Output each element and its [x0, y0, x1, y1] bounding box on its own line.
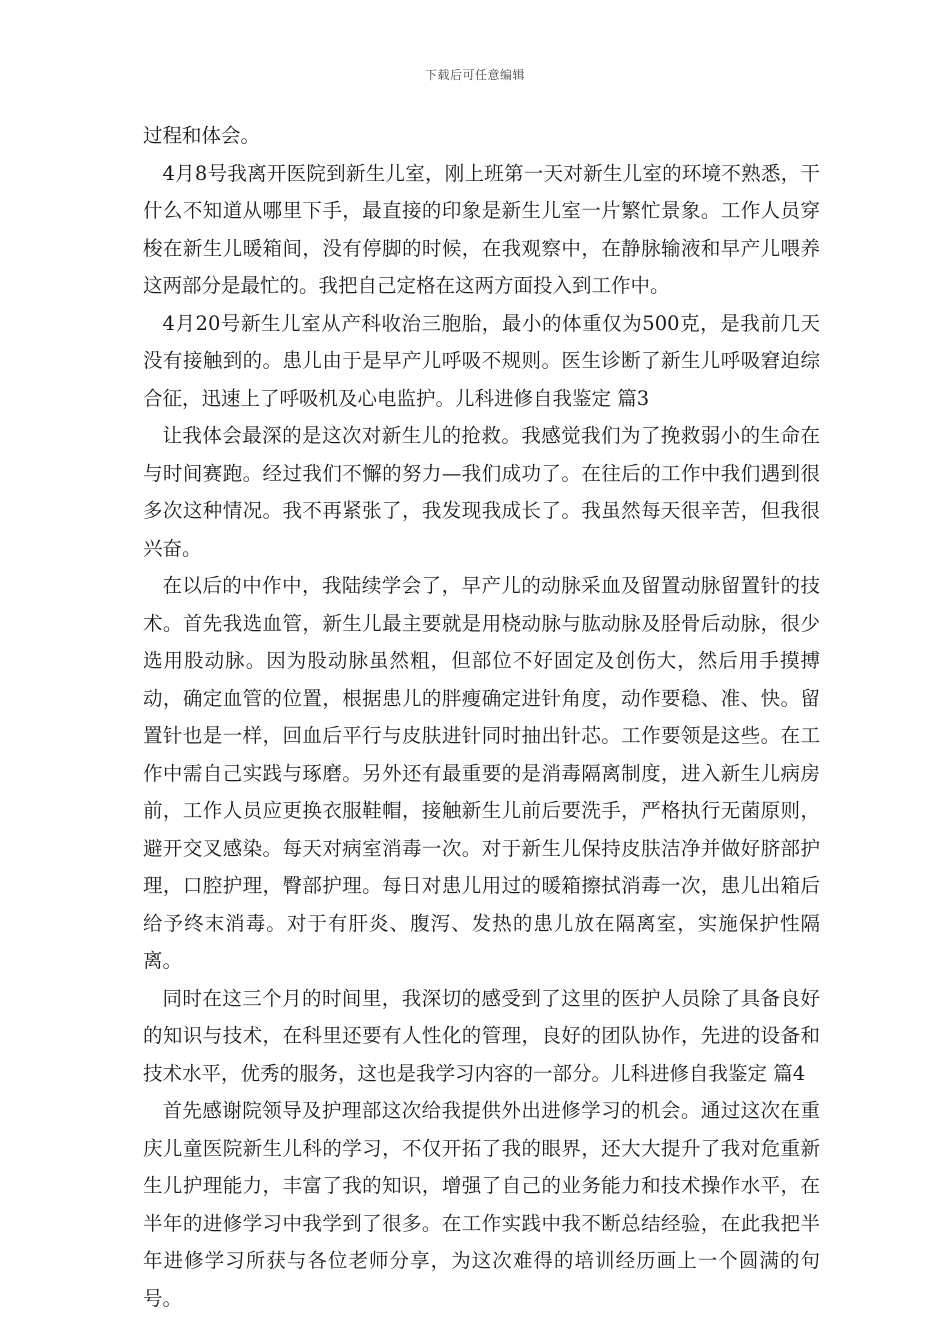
- document-body: [143, 117, 820, 1317]
- paragraph-1: 过程和体会。: [143, 124, 261, 147]
- paragraph-2: 4月8号我离开医院到新生儿室，刚上班第一天对新生儿室的环境不熟悉，干什么不知道从哪里下手，最直接的印象是新生儿室一片繁忙景象。工作人员穿梭在新生儿暖箱间，没有停脚的时候，在我观察中，在静脉输液和早产儿喂养这两部分是最忙的。我把自己定格在这两方面投入到工作中。: [143, 161, 820, 297]
- paragraph-5: 在以后的中作中，我陆续学会了，早产儿的动脉采血及留置动脉留置针的技术。首先我选血管，新生儿最主要就是用桡动脉与肱动脉及胫骨后动脉，很少选用股动脉。因为股动脉虽然粗，但部位不好固定及创伤大，然后用手摸搏动，确定血管的位置，根据患儿的胖瘦确定进针角度，动作要稳、准、快。留置针也是一样，回血后平行与皮肤进针同时抽出针芯。工作要领是这些。在工作中需自己实践与琢磨。另外还有最重要的是消毒隔离制度，进入新生儿病房前，工作人员应更换衣服鞋帽，接触新生儿前后要洗手，严格执行无菌原则，避开交叉感染。每天对病室消毒一次。对于新生儿保持皮肤洁净并做好脐部护理，口腔护理，臀部护理。每日对患儿用过的暖箱擦拭消毒一次，患儿出箱后给予终末消毒。对于有肝炎、腹泻、发热的患儿放在隔离室，实施保护性隔离。: [143, 574, 820, 972]
- paragraph-6: 同时在这三个月的时间里，我深切的感受到了这里的医护人员除了具备良好的知识与技术，在科里还要有人性化的管理，良好的团队协作，先进的设备和技术水平，优秀的服务，这也是我学习内容的一部分。儿科进修自我鉴定 篇4: [143, 986, 820, 1085]
- paragraph-4: 让我体会最深的是这次对新生儿的抢救。我感觉我们为了挽救弱小的生命在与时间赛跑。经过我们不懈的努力—我们成功了。在往后的工作中我们遇到很多次这种情况。我不再紧张了，我发现我成长了。我虽然每天很辛苦，但我很兴奋。: [143, 424, 820, 560]
- paragraph-3: 4月20号新生儿室从产科收治三胞胎，最小的体重仅为500克，是我前几天没有接触到的。患儿由于是早产儿呼吸不规则。医生诊断了新生儿呼吸窘迫综合征，迅速上了呼吸机及心电监护。儿科进修自我鉴定 篇3: [143, 311, 820, 410]
- page-header: 下载后可任意编辑: [424, 68, 525, 82]
- paragraph-7: 首先感谢院领导及护理部这次给我提供外出进修学习的机会。通过这次在重庆儿童医院新生儿科的学习，不仅开拓了我的眼界，还大大提升了我对危重新生儿护理能力，丰富了我的知识，增强了自己的业务能力和技术操作水平，在半年的进修学习中我学到了很多。在工作实践中我不断总结经验，在此我把半年进修学习所获与各位老师分享，为这次难得的培训经历画上一个圆满的句号。: [143, 1099, 820, 1310]
